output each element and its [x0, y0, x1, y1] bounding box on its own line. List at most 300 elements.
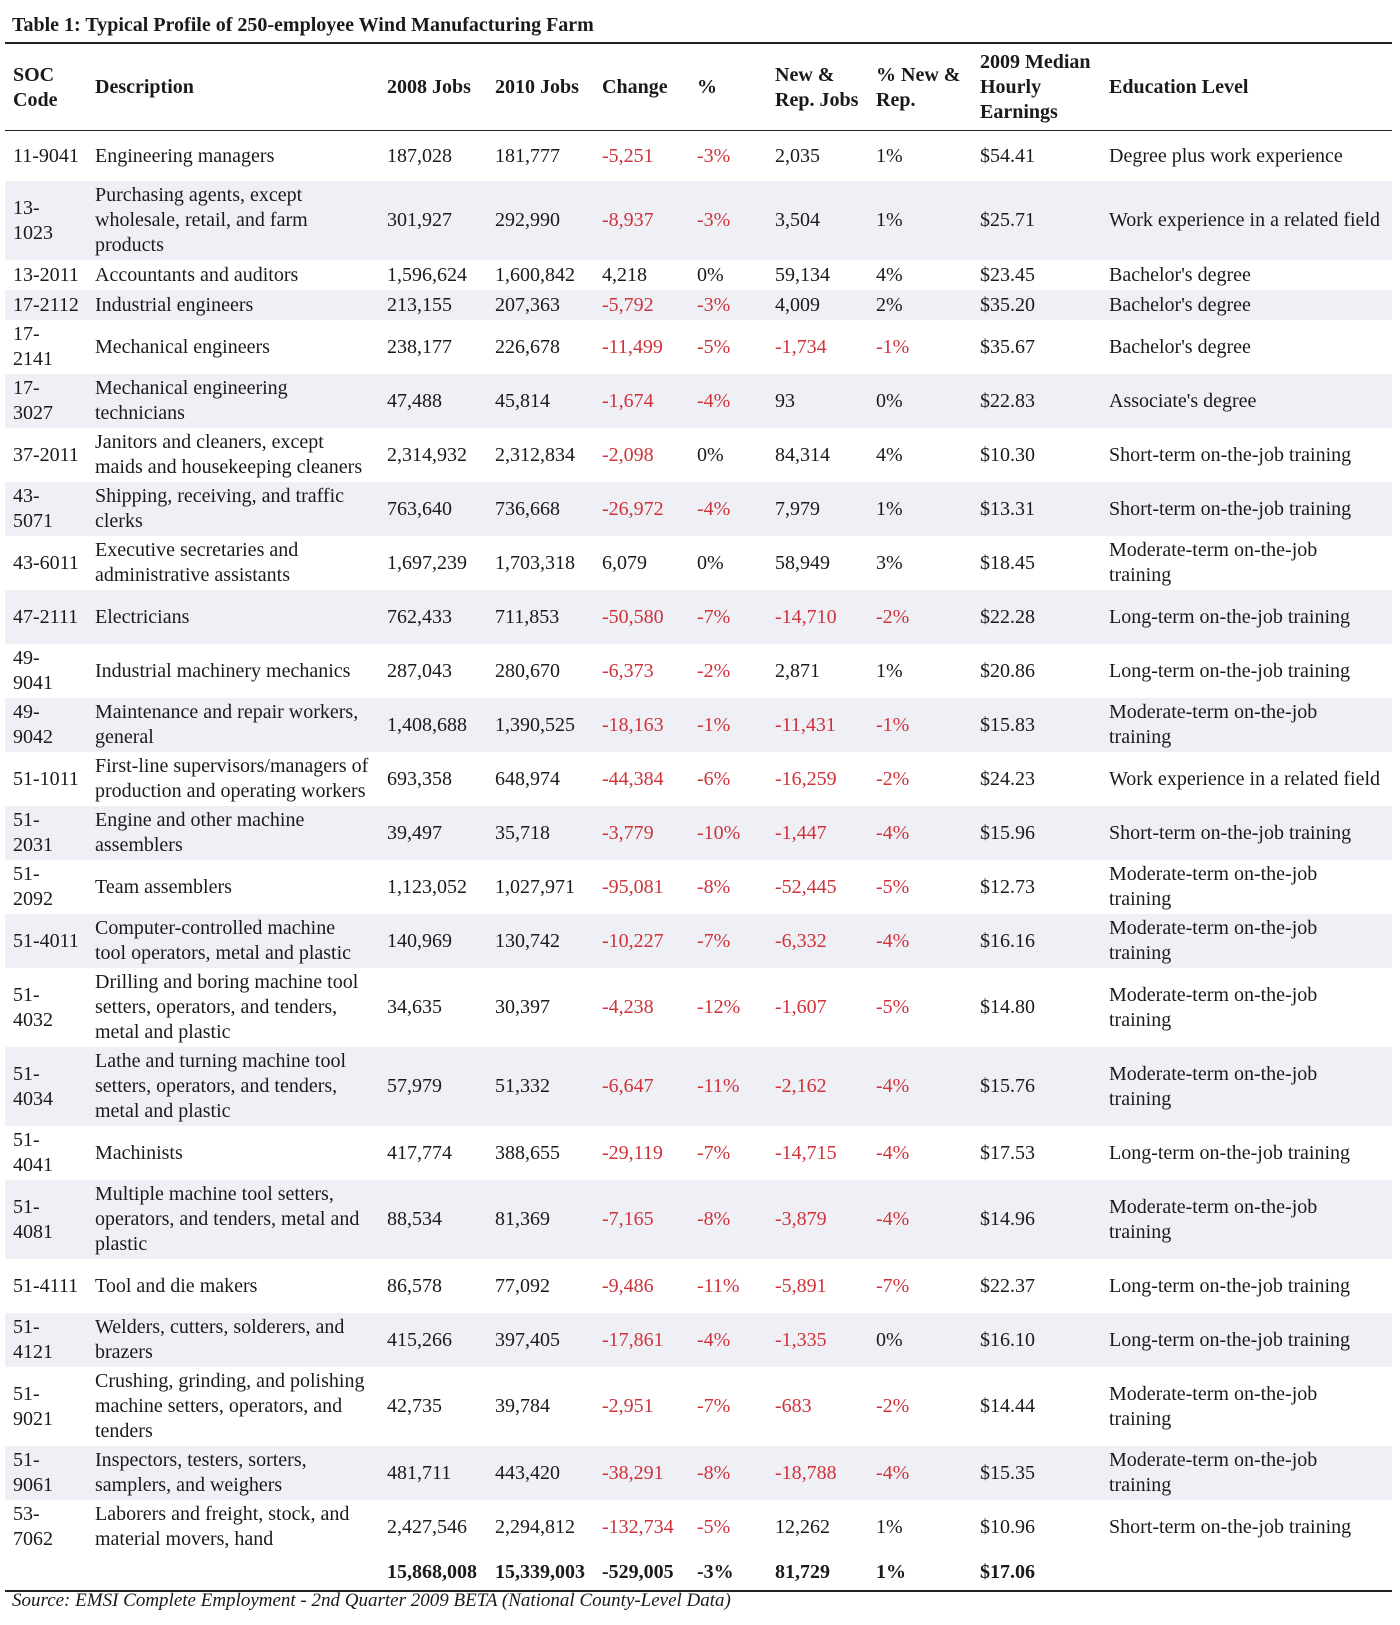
- education-level-cell: Long-term on-the-job training: [1109, 1274, 1351, 1297]
- table-row: [5, 428, 1392, 482]
- jobs-2010-cell: 292,990: [487, 181, 594, 260]
- jobs-2010-cell: 711,853: [487, 590, 594, 644]
- change-cell: -10,227: [594, 914, 689, 968]
- percent-new-rep-cell: -1%: [868, 698, 972, 752]
- education-level-cell: Bachelor's degree: [1101, 290, 1392, 320]
- header-median-earnings: 2009 Median Hourly Earnings: [972, 45, 1101, 131]
- percent-new-rep-cell: -2%: [868, 590, 972, 644]
- jobs-2008-cell: 140,969: [379, 914, 487, 968]
- table-row: [5, 914, 1392, 968]
- new-rep-jobs-cell: -6,332: [767, 914, 868, 968]
- education-level-cell: Work experience in a related field: [1101, 181, 1392, 260]
- soc-code-cell: 51-4081: [5, 1180, 87, 1259]
- percent-new-rep-cell: -2%: [876, 767, 910, 790]
- percent-new-rep-cell: -7%: [876, 1274, 910, 1297]
- change-cell: -5,792: [594, 290, 689, 320]
- change-cell: -9,486: [602, 1274, 654, 1297]
- percent-cell: -8%: [689, 1446, 767, 1500]
- description-cell: Janitors and cleaners, except maids and housekeeping cleaners: [95, 431, 363, 478]
- jobs-2008-cell: 763,640: [379, 482, 487, 536]
- median-earnings-cell: $15.96: [972, 806, 1101, 860]
- median-earnings-cell: $14.96: [972, 1180, 1101, 1259]
- soc-code-cell: 37-2011: [13, 443, 79, 466]
- description-cell: Mechanical engineering technicians: [87, 374, 379, 428]
- soc-code-cell: 51-4034: [5, 1047, 87, 1126]
- soc-code-cell: 51-9021: [13, 1382, 53, 1430]
- education-level-cell: Long-term on-the-job training: [1109, 659, 1351, 682]
- description-cell: Engineering managers: [95, 144, 275, 167]
- table-row: [5, 536, 1392, 590]
- soc-code-cell: 49-9041: [13, 647, 53, 694]
- education-level-cell: Long-term on-the-job training: [1101, 590, 1392, 644]
- jobs-2008-cell: 417,774: [387, 1141, 452, 1164]
- percent-cell: -7%: [697, 1141, 731, 1164]
- total-change: -529,005: [594, 1554, 689, 1591]
- median-earnings-cell: $22.37: [980, 1274, 1035, 1297]
- education-level-cell: Bachelor's degree: [1109, 263, 1251, 286]
- jobs-2010-cell: 51,332: [487, 1047, 594, 1126]
- header-soc-code: SOC Code: [5, 45, 87, 131]
- jobs-2010-cell: 35,718: [487, 806, 594, 860]
- header-education-level: Education Level: [1101, 45, 1392, 131]
- education-level-cell: Short-term on-the-job training: [1101, 482, 1392, 536]
- new-rep-jobs-cell: 2,035: [775, 144, 820, 167]
- header-percent: %: [689, 45, 767, 131]
- new-rep-jobs-cell: 59,134: [775, 263, 830, 286]
- table-row: [5, 698, 1392, 752]
- new-rep-jobs-cell: -14,710: [767, 590, 868, 644]
- jobs-2008-cell: 57,979: [379, 1047, 487, 1126]
- percent-new-rep-cell: -4%: [868, 1047, 972, 1126]
- percent-new-rep-cell: 1%: [876, 659, 903, 682]
- totals-desc-cell: [87, 1554, 379, 1591]
- jobs-2010-cell: 45,814: [487, 374, 594, 428]
- education-level-cell: Short-term on-the-job training: [1109, 443, 1352, 466]
- median-earnings-cell: $16.10: [972, 1313, 1101, 1367]
- percent-cell: 0%: [697, 551, 724, 574]
- description-cell: Multiple machine tool setters, operators, and tenders, metal and plastic: [87, 1180, 379, 1259]
- table-row: [5, 1367, 1392, 1446]
- jobs-2008-cell: 1,408,688: [379, 698, 487, 752]
- description-cell: Mechanical engineers: [95, 335, 270, 358]
- table-row: [5, 1180, 1392, 1259]
- total-percent-new-rep: 1%: [868, 1554, 972, 1591]
- table-row: [5, 806, 1392, 860]
- description-cell: Inspectors, testers, sorters, samplers, and weighers: [87, 1446, 379, 1500]
- education-level-cell: Associate's degree: [1101, 374, 1392, 428]
- percent-new-rep-cell: -5%: [876, 875, 910, 898]
- jobs-2008-cell: 287,043: [387, 659, 452, 682]
- education-level-cell: Long-term on-the-job training: [1109, 1141, 1351, 1164]
- new-rep-jobs-cell: -18,788: [767, 1446, 868, 1500]
- education-level-cell: Moderate-term on-the-job training: [1109, 863, 1318, 910]
- description-cell: First-line supervisors/managers of production and operating workers: [95, 755, 369, 802]
- description-cell: Computer-controlled machine tool operators, metal and plastic: [87, 914, 379, 968]
- description-cell: Shipping, receiving, and traffic clerks: [87, 482, 379, 536]
- table-row: [5, 1313, 1392, 1367]
- description-cell: Executive secretaries and administrative assistants: [95, 539, 299, 586]
- jobs-2010-cell: 30,397: [495, 996, 550, 1018]
- description-cell: Electricians: [87, 590, 379, 644]
- median-earnings-cell: $23.45: [980, 263, 1035, 286]
- jobs-2008-cell: 2,427,546: [387, 1515, 467, 1538]
- soc-code-cell: 11-9041: [13, 144, 79, 167]
- soc-code-cell: 51-2092: [13, 863, 53, 910]
- jobs-2008-cell: 301,927: [379, 181, 487, 260]
- table-row: [5, 482, 1392, 536]
- median-earnings-cell: $24.23: [980, 767, 1035, 790]
- jobs-2008-cell: 42,735: [387, 1395, 442, 1417]
- change-cell: -2,098: [602, 443, 654, 466]
- soc-code-cell: 13-1023: [5, 181, 87, 260]
- change-cell: -5,251: [602, 144, 654, 167]
- description-cell: Drilling and boring machine tool setters, operators, and tenders, metal and plastic: [95, 971, 359, 1043]
- percent-new-rep-cell: 2%: [868, 290, 972, 320]
- percent-cell: -5%: [697, 1515, 731, 1538]
- description-cell: Machinists: [95, 1141, 183, 1164]
- new-rep-jobs-cell: 58,949: [775, 551, 830, 574]
- median-earnings-cell: $14.80: [980, 996, 1035, 1018]
- change-cell: 6,079: [602, 551, 647, 574]
- change-cell: -29,119: [602, 1141, 663, 1164]
- soc-code-cell: 17-2141: [13, 323, 53, 370]
- education-level-cell: Moderate-term on-the-job training: [1109, 1382, 1318, 1430]
- total-median-earnings: $17.06: [972, 1554, 1101, 1591]
- percent-cell: -3%: [689, 181, 767, 260]
- jobs-2010-cell: 1,600,842: [495, 263, 575, 286]
- new-rep-jobs-cell: -3,879: [767, 1180, 868, 1259]
- change-cell: -11,499: [602, 335, 663, 358]
- jobs-2008-cell: 1,123,052: [387, 875, 467, 898]
- jobs-2010-cell: 648,974: [495, 767, 560, 790]
- jobs-2008-cell: 88,534: [379, 1180, 487, 1259]
- new-rep-jobs-cell: -1,335: [767, 1313, 868, 1367]
- percent-new-rep-cell: 1%: [868, 181, 972, 260]
- jobs-2008-cell: 2,314,932: [387, 443, 467, 466]
- percent-new-rep-cell: -5%: [876, 996, 910, 1018]
- jobs-2008-cell: 34,635: [387, 996, 442, 1018]
- table-row: [5, 1446, 1392, 1500]
- description-cell: Purchasing agents, except wholesale, retail, and farm products: [87, 181, 379, 260]
- percent-new-rep-cell: 3%: [876, 551, 903, 574]
- education-level-cell: Degree plus work experience: [1109, 144, 1343, 167]
- new-rep-jobs-cell: -52,445: [775, 875, 837, 898]
- education-level-cell: Moderate-term on-the-job training: [1101, 1047, 1392, 1126]
- median-earnings-cell: $12.73: [980, 875, 1035, 898]
- soc-code-cell: 13-2011: [13, 263, 79, 286]
- education-level-cell: Moderate-term on-the-job training: [1109, 983, 1318, 1031]
- percent-cell: -11%: [689, 1047, 767, 1126]
- jobs-2010-cell: 388,655: [495, 1141, 560, 1164]
- soc-code-cell: 51-4041: [13, 1129, 53, 1176]
- education-level-cell: Moderate-term on-the-job training: [1101, 1446, 1392, 1500]
- median-earnings-cell: $10.30: [980, 443, 1035, 466]
- jobs-2010-cell: 736,668: [487, 482, 594, 536]
- jobs-2010-cell: 207,363: [487, 290, 594, 320]
- top-rule: [5, 42, 1392, 44]
- median-earnings-cell: $15.35: [972, 1446, 1101, 1500]
- median-earnings-cell: $15.83: [972, 698, 1101, 752]
- description-cell: Engine and other machine assemblers: [87, 806, 379, 860]
- percent-new-rep-cell: 0%: [868, 374, 972, 428]
- jobs-2010-cell: 130,742: [487, 914, 594, 968]
- change-cell: -44,384: [602, 767, 664, 790]
- new-rep-jobs-cell: -5,891: [775, 1274, 827, 1297]
- change-cell: 4,218: [602, 263, 647, 286]
- description-cell: Lathe and turning machine tool setters, operators, and tenders, metal and plastic: [87, 1047, 379, 1126]
- percent-cell: -6%: [697, 767, 731, 790]
- median-earnings-cell: $13.31: [972, 482, 1101, 536]
- percent-new-rep-cell: -2%: [876, 1395, 910, 1417]
- jobs-2010-cell: 2,294,812: [495, 1515, 575, 1538]
- median-earnings-cell: $25.71: [972, 181, 1101, 260]
- median-earnings-cell: $20.86: [980, 659, 1035, 682]
- table-row: [5, 752, 1392, 806]
- new-rep-jobs-cell: -16,259: [775, 767, 837, 790]
- table-row: [5, 290, 1392, 320]
- header-2008-jobs: 2008 Jobs: [379, 45, 487, 131]
- education-level-cell: Work experience in a related field: [1109, 767, 1381, 790]
- jobs-2008-cell: 238,177: [387, 335, 452, 358]
- table-row: [5, 181, 1392, 260]
- jobs-2008-cell: 481,711: [379, 1446, 487, 1500]
- header-change: Change: [594, 45, 689, 131]
- table-row: [5, 374, 1392, 428]
- total-new-rep-jobs: 81,729: [767, 1554, 868, 1591]
- change-cell: -3,779: [594, 806, 689, 860]
- soc-code-cell: 17-3027: [5, 374, 87, 428]
- total-2008-jobs: 15,868,008: [379, 1554, 487, 1591]
- percent-new-rep-cell: 0%: [868, 1313, 972, 1367]
- percent-cell: -4%: [689, 1313, 767, 1367]
- education-level-cell: Moderate-term on-the-job training: [1101, 1180, 1392, 1259]
- new-rep-jobs-cell: -1,607: [775, 996, 827, 1018]
- header-row: [5, 45, 1392, 131]
- median-earnings-cell: $35.67: [980, 335, 1035, 358]
- header-2010-jobs: 2010 Jobs: [487, 45, 594, 131]
- soc-code-cell: 43-5071: [5, 482, 87, 536]
- soc-code-cell: 51-2031: [5, 806, 87, 860]
- header-new-rep-jobs: New & Rep. Jobs: [767, 45, 868, 131]
- median-earnings-cell: $54.41: [980, 144, 1035, 167]
- table-row: [5, 1126, 1392, 1180]
- new-rep-jobs-cell: -1,447: [767, 806, 868, 860]
- table-row: [5, 260, 1392, 290]
- soc-code-cell: 17-2112: [5, 290, 87, 320]
- soc-code-cell: 51-4011: [5, 914, 87, 968]
- new-rep-jobs-cell: 7,979: [767, 482, 868, 536]
- description-cell: Laborers and freight, stock, and material movers, hand: [95, 1503, 350, 1550]
- change-cell: -2,951: [602, 1395, 654, 1417]
- percent-cell: 0%: [697, 263, 724, 286]
- percent-new-rep-cell: -1%: [876, 335, 910, 358]
- soc-code-cell: 49-9042: [5, 698, 87, 752]
- description-cell: Welders, cutters, solderers, and brazers: [87, 1313, 379, 1367]
- percent-new-rep-cell: -4%: [868, 806, 972, 860]
- change-cell: -7,165: [594, 1180, 689, 1259]
- table-row: [5, 590, 1392, 644]
- percent-cell: -7%: [689, 590, 767, 644]
- header-percent-new-rep: % New & Rep.: [868, 45, 972, 131]
- education-level-cell: Bachelor's degree: [1109, 335, 1251, 358]
- percent-new-rep-cell: -4%: [868, 1446, 972, 1500]
- jobs-2010-cell: 181,777: [495, 144, 560, 167]
- new-rep-jobs-cell: 4,009: [767, 290, 868, 320]
- percent-cell: -2%: [697, 659, 731, 682]
- median-earnings-cell: $15.76: [972, 1047, 1101, 1126]
- soc-code-cell: 47-2111: [5, 590, 87, 644]
- percent-cell: -1%: [689, 698, 767, 752]
- jobs-2010-cell: 81,369: [487, 1180, 594, 1259]
- percent-cell: -7%: [697, 1395, 731, 1417]
- education-level-cell: Moderate-term on-the-job training: [1109, 539, 1318, 586]
- jobs-2008-cell: 47,488: [379, 374, 487, 428]
- jobs-2010-cell: 39,784: [495, 1395, 550, 1417]
- percent-new-rep-cell: -4%: [868, 1180, 972, 1259]
- change-cell: -6,373: [602, 659, 654, 682]
- change-cell: -26,972: [594, 482, 689, 536]
- change-cell: -1,674: [594, 374, 689, 428]
- median-earnings-cell: $35.20: [972, 290, 1101, 320]
- percent-cell: -4%: [689, 482, 767, 536]
- education-level-cell: Moderate-term on-the-job training: [1101, 698, 1392, 752]
- totals-edu-cell: [1101, 1554, 1392, 1591]
- table-row: [5, 1259, 1392, 1313]
- soc-code-cell: 51-4032: [13, 983, 53, 1031]
- percent-cell: -10%: [689, 806, 767, 860]
- new-rep-jobs-cell: -14,715: [775, 1141, 837, 1164]
- change-cell: -8,937: [594, 181, 689, 260]
- change-cell: -4,238: [602, 996, 654, 1018]
- new-rep-jobs-cell: 2,871: [775, 659, 820, 682]
- percent-cell: -12%: [697, 996, 741, 1018]
- median-earnings-cell: $16.16: [972, 914, 1101, 968]
- jobs-2008-cell: 1,596,624: [387, 263, 467, 286]
- total-percent: -3%: [689, 1554, 767, 1591]
- percent-new-rep-cell: 1%: [876, 144, 903, 167]
- soc-code-cell: 51-4111: [13, 1274, 79, 1297]
- table-row: [5, 1500, 1392, 1554]
- jobs-2010-cell: 226,678: [495, 335, 560, 358]
- education-level-cell: Short-term on-the-job training: [1109, 1515, 1352, 1538]
- jobs-2008-cell: 1,697,239: [387, 551, 467, 574]
- median-earnings-cell: $22.83: [972, 374, 1101, 428]
- table-title: Table 1: Typical Profile of 250-employee Wind Manufacturing Farm: [12, 14, 594, 36]
- percent-cell: -4%: [689, 374, 767, 428]
- description-cell: Crushing, grinding, and polishing machine setters, operators, and tenders: [95, 1370, 365, 1442]
- jobs-2008-cell: 187,028: [387, 144, 452, 167]
- jobs-2010-cell: 280,670: [495, 659, 560, 682]
- jobs-2010-cell: 397,405: [487, 1313, 594, 1367]
- percent-cell: -11%: [697, 1274, 740, 1297]
- jobs-2008-cell: 86,578: [387, 1274, 442, 1297]
- table-row: [5, 320, 1392, 374]
- employment-table: [5, 45, 1392, 1592]
- jobs-2010-cell: 443,420: [487, 1446, 594, 1500]
- new-rep-jobs-cell: -2,162: [767, 1047, 868, 1126]
- soc-code-cell: 51-9061: [5, 1446, 87, 1500]
- jobs-2010-cell: 77,092: [495, 1274, 550, 1297]
- change-cell: -38,291: [594, 1446, 689, 1500]
- jobs-2008-cell: 39,497: [379, 806, 487, 860]
- totals-row: [5, 1554, 1392, 1591]
- percent-cell: -5%: [697, 335, 731, 358]
- table-row: [5, 1047, 1392, 1126]
- percent-cell: -8%: [697, 875, 731, 898]
- new-rep-jobs-cell: -683: [775, 1395, 812, 1417]
- change-cell: -132,734: [602, 1515, 674, 1538]
- jobs-2008-cell: 213,155: [379, 290, 487, 320]
- change-cell: -18,163: [594, 698, 689, 752]
- percent-cell: -3%: [697, 144, 731, 167]
- description-cell: Industrial engineers: [87, 290, 379, 320]
- education-level-cell: Short-term on-the-job training: [1101, 806, 1392, 860]
- table-row: [5, 860, 1392, 914]
- table-row: [5, 644, 1392, 698]
- percent-new-rep-cell: 1%: [876, 1515, 903, 1538]
- table-row: [5, 131, 1392, 182]
- percent-cell: -8%: [689, 1180, 767, 1259]
- description-cell: Industrial machinery mechanics: [95, 659, 351, 682]
- new-rep-jobs-cell: 84,314: [775, 443, 830, 466]
- description-cell: Team assemblers: [95, 875, 232, 898]
- median-earnings-cell: $17.53: [980, 1141, 1035, 1164]
- new-rep-jobs-cell: 3,504: [767, 181, 868, 260]
- total-2010-jobs: 15,339,003: [487, 1554, 594, 1591]
- jobs-2008-cell: 762,433: [379, 590, 487, 644]
- percent-new-rep-cell: -4%: [868, 914, 972, 968]
- table-row: [5, 968, 1392, 1047]
- percent-cell: -7%: [689, 914, 767, 968]
- percent-new-rep-cell: 4%: [876, 263, 903, 286]
- description-cell: Accountants and auditors: [95, 263, 299, 286]
- description-cell: Maintenance and repair workers, general: [87, 698, 379, 752]
- jobs-2010-cell: 1,390,525: [487, 698, 594, 752]
- jobs-2010-cell: 2,312,834: [495, 443, 575, 466]
- soc-code-cell: 51-4121: [5, 1313, 87, 1367]
- new-rep-jobs-cell: -1,734: [775, 335, 827, 358]
- jobs-2010-cell: 1,703,318: [495, 551, 575, 574]
- percent-new-rep-cell: -4%: [876, 1141, 910, 1164]
- soc-code-cell: 43-6011: [13, 551, 79, 574]
- description-cell: Tool and die makers: [95, 1274, 258, 1297]
- median-earnings-cell: $22.28: [972, 590, 1101, 644]
- change-cell: -50,580: [594, 590, 689, 644]
- median-earnings-cell: $14.44: [980, 1395, 1035, 1417]
- soc-code-cell: 53-7062: [13, 1503, 53, 1550]
- change-cell: -6,647: [594, 1047, 689, 1126]
- percent-cell: -3%: [689, 290, 767, 320]
- jobs-2010-cell: 1,027,971: [495, 875, 575, 898]
- median-earnings-cell: $18.45: [980, 551, 1035, 574]
- table-body: [5, 131, 1392, 1555]
- change-cell: -17,861: [594, 1313, 689, 1367]
- median-earnings-cell: $10.96: [980, 1515, 1035, 1538]
- new-rep-jobs-cell: 12,262: [775, 1515, 830, 1538]
- education-level-cell: Moderate-term on-the-job training: [1101, 914, 1392, 968]
- percent-new-rep-cell: 4%: [876, 443, 903, 466]
- totals-code-cell: [5, 1554, 87, 1591]
- education-level-cell: Long-term on-the-job training: [1101, 1313, 1392, 1367]
- jobs-2008-cell: 693,358: [387, 767, 452, 790]
- soc-code-cell: 51-1011: [13, 767, 79, 790]
- percent-cell: 0%: [697, 443, 724, 466]
- source-note: Source: EMSI Complete Employment - 2nd Quarter 2009 BETA (National County-Level Data): [12, 1590, 731, 1611]
- new-rep-jobs-cell: -11,431: [767, 698, 868, 752]
- percent-new-rep-cell: 1%: [868, 482, 972, 536]
- new-rep-jobs-cell: 93: [767, 374, 868, 428]
- jobs-2008-cell: 415,266: [379, 1313, 487, 1367]
